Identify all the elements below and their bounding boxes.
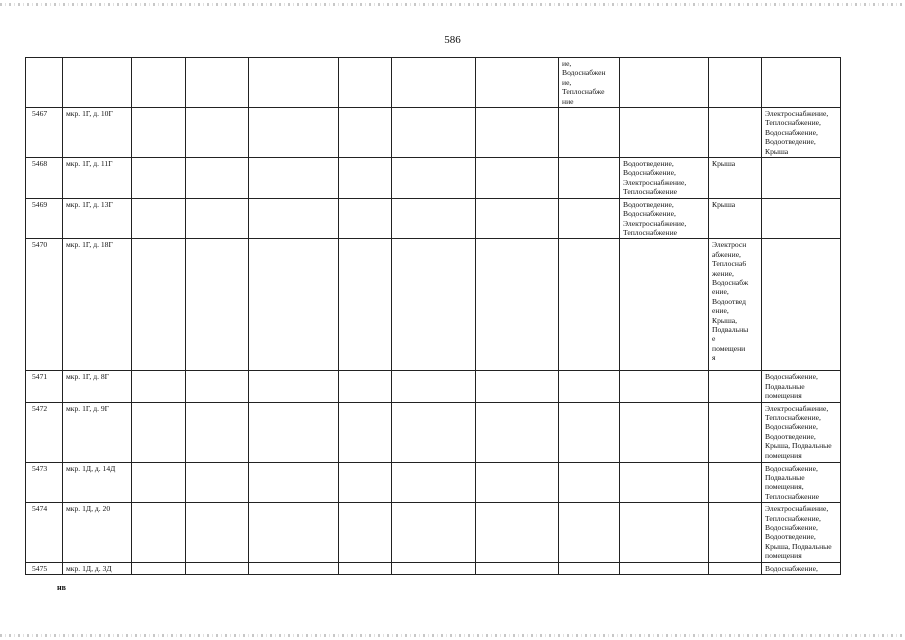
empty-cell xyxy=(249,402,339,462)
cell-col-12 xyxy=(762,198,841,239)
cell-address: мкр. 1Г, д. 10Г xyxy=(63,108,132,158)
cell-col-12 xyxy=(762,58,841,108)
cell-number: 5468 xyxy=(26,158,63,199)
empty-cell xyxy=(132,503,186,562)
empty-cell xyxy=(132,402,186,462)
empty-cell xyxy=(186,562,249,574)
empty-cell xyxy=(186,198,249,239)
empty-cell xyxy=(339,198,392,239)
cell-address: мкр. 1Д, д. 14Д xyxy=(63,462,132,503)
empty-cell xyxy=(392,158,476,199)
empty-cell xyxy=(476,58,559,108)
table-row xyxy=(26,198,841,239)
empty-cell xyxy=(476,198,559,239)
cell-col-12: Водоснабжение, Подвальные помещения, Теплоснабжение xyxy=(762,462,841,503)
cell-address: мкр. 1Д, д. 3Д xyxy=(63,562,132,574)
table-row xyxy=(26,562,841,574)
cell-col-9 xyxy=(559,108,620,158)
empty-cell xyxy=(476,503,559,562)
table-row xyxy=(26,108,841,158)
empty-cell xyxy=(392,239,476,371)
empty-cell xyxy=(132,198,186,239)
empty-cell xyxy=(186,158,249,199)
cell-col-10 xyxy=(620,562,709,574)
cell-col-12: Электроснабжение, Теплоснабжение, Водоснабжение, Водоотведение, Крыша xyxy=(762,108,841,158)
page-number: 586 xyxy=(444,34,461,46)
cell-col-12: Водоснабжение, Подвальные помещения xyxy=(762,371,841,402)
empty-cell xyxy=(249,562,339,574)
cell-address: мкр. 1Г, д. 13Г xyxy=(63,198,132,239)
cell-number: 5473 xyxy=(26,462,63,503)
cell-col-12: Водоснабжение, xyxy=(762,562,841,574)
cell-number: 5470 xyxy=(26,239,63,371)
empty-cell xyxy=(339,371,392,402)
cell-address: мкр. 1Г, д. 9Г xyxy=(63,402,132,462)
scan-noise-top xyxy=(0,3,905,6)
empty-cell xyxy=(132,371,186,402)
cell-col-11 xyxy=(709,371,762,402)
cell-col-9: ие, Водоснабжен ие, Теплоснабже ние xyxy=(559,58,620,108)
empty-cell xyxy=(249,239,339,371)
empty-cell xyxy=(339,503,392,562)
cell-col-12: Электроснабжение, Теплоснабжение, Водоснабжение, Водоотведение, Крыша, Подвальные помещения xyxy=(762,503,841,562)
empty-cell xyxy=(392,371,476,402)
cell-col-9 xyxy=(559,503,620,562)
empty-cell xyxy=(186,239,249,371)
cell-col-10: Водоотведение, Водоснабжение, Электроснабжение, Теплоснабжение xyxy=(620,158,709,199)
empty-cell xyxy=(392,402,476,462)
footer-mark: нв xyxy=(57,583,66,592)
empty-cell xyxy=(392,462,476,503)
cell-address xyxy=(63,58,132,108)
table-row xyxy=(26,503,841,562)
cell-col-10 xyxy=(620,239,709,371)
empty-cell xyxy=(476,239,559,371)
empty-cell xyxy=(476,462,559,503)
empty-cell xyxy=(392,198,476,239)
cell-col-9 xyxy=(559,198,620,239)
cell-col-11 xyxy=(709,108,762,158)
cell-number: 5471 xyxy=(26,371,63,402)
cell-number xyxy=(26,58,63,108)
empty-cell xyxy=(476,371,559,402)
empty-cell xyxy=(476,108,559,158)
scan-noise-bottom xyxy=(0,634,905,637)
cell-col-11 xyxy=(709,402,762,462)
cell-col-9 xyxy=(559,371,620,402)
empty-cell xyxy=(339,402,392,462)
empty-cell xyxy=(186,503,249,562)
empty-cell xyxy=(186,462,249,503)
cell-col-10 xyxy=(620,462,709,503)
empty-cell xyxy=(186,371,249,402)
table-row xyxy=(26,462,841,503)
empty-cell xyxy=(339,58,392,108)
empty-cell xyxy=(132,462,186,503)
cell-col-10 xyxy=(620,371,709,402)
empty-cell xyxy=(249,158,339,199)
cell-col-11 xyxy=(709,58,762,108)
empty-cell xyxy=(249,108,339,158)
cell-col-10 xyxy=(620,108,709,158)
registry-table xyxy=(25,57,841,575)
empty-cell xyxy=(249,371,339,402)
cell-col-9 xyxy=(559,239,620,371)
empty-cell xyxy=(249,198,339,239)
cell-number: 5474 xyxy=(26,503,63,562)
table-row xyxy=(26,239,841,371)
cell-col-9 xyxy=(559,402,620,462)
table-row xyxy=(26,402,841,462)
empty-cell xyxy=(249,58,339,108)
empty-cell xyxy=(132,239,186,371)
cell-col-11 xyxy=(709,562,762,574)
cell-col-12 xyxy=(762,239,841,371)
cell-col-12 xyxy=(762,158,841,199)
cell-col-11 xyxy=(709,503,762,562)
empty-cell xyxy=(132,562,186,574)
cell-col-12: Электроснабжение, Теплоснабжение, Водоснабжение, Водоотведение, Крыша, Подвальные помещения xyxy=(762,402,841,462)
empty-cell xyxy=(476,158,559,199)
cell-address: мкр. 1Г, д. 11Г xyxy=(63,158,132,199)
empty-cell xyxy=(392,562,476,574)
empty-cell xyxy=(476,402,559,462)
empty-cell xyxy=(339,158,392,199)
empty-cell xyxy=(339,239,392,371)
cell-col-9 xyxy=(559,462,620,503)
cell-number: 5469 xyxy=(26,198,63,239)
empty-cell xyxy=(339,462,392,503)
cell-address: мкр. 1Г, д. 8Г xyxy=(63,371,132,402)
cell-col-9 xyxy=(559,562,620,574)
empty-cell xyxy=(392,503,476,562)
cell-col-11: Крыша xyxy=(709,158,762,199)
empty-cell xyxy=(339,108,392,158)
empty-cell xyxy=(249,503,339,562)
empty-cell xyxy=(132,158,186,199)
cell-number: 5472 xyxy=(26,402,63,462)
empty-cell xyxy=(186,402,249,462)
empty-cell xyxy=(186,108,249,158)
cell-col-10 xyxy=(620,503,709,562)
cell-address: мкр. 1Г, д. 18Г xyxy=(63,239,132,371)
cell-number: 5467 xyxy=(26,108,63,158)
cell-number: 5475 xyxy=(26,562,63,574)
empty-cell xyxy=(132,58,186,108)
cell-col-10 xyxy=(620,402,709,462)
empty-cell xyxy=(392,58,476,108)
cell-col-11 xyxy=(709,462,762,503)
cell-col-10 xyxy=(620,58,709,108)
empty-cell xyxy=(186,58,249,108)
empty-cell xyxy=(339,562,392,574)
cell-col-9 xyxy=(559,158,620,199)
cell-address: мкр. 1Д, д. 20 xyxy=(63,503,132,562)
cell-col-10: Водоотведение, Водоснабжение, Электроснабжение, Теплоснабжение xyxy=(620,198,709,239)
empty-cell xyxy=(476,562,559,574)
table-row xyxy=(26,371,841,402)
empty-cell xyxy=(132,108,186,158)
table-row xyxy=(26,58,841,108)
cell-col-11: Электросн абжение, Теплосна6 жение, Водоснабж ение, Водоотвед ение, Крыша, Подвальны е помещени я xyxy=(709,239,762,371)
registry-body xyxy=(26,58,841,575)
table-row xyxy=(26,158,841,199)
empty-cell xyxy=(249,462,339,503)
empty-cell xyxy=(392,108,476,158)
cell-col-11: Крыша xyxy=(709,198,762,239)
